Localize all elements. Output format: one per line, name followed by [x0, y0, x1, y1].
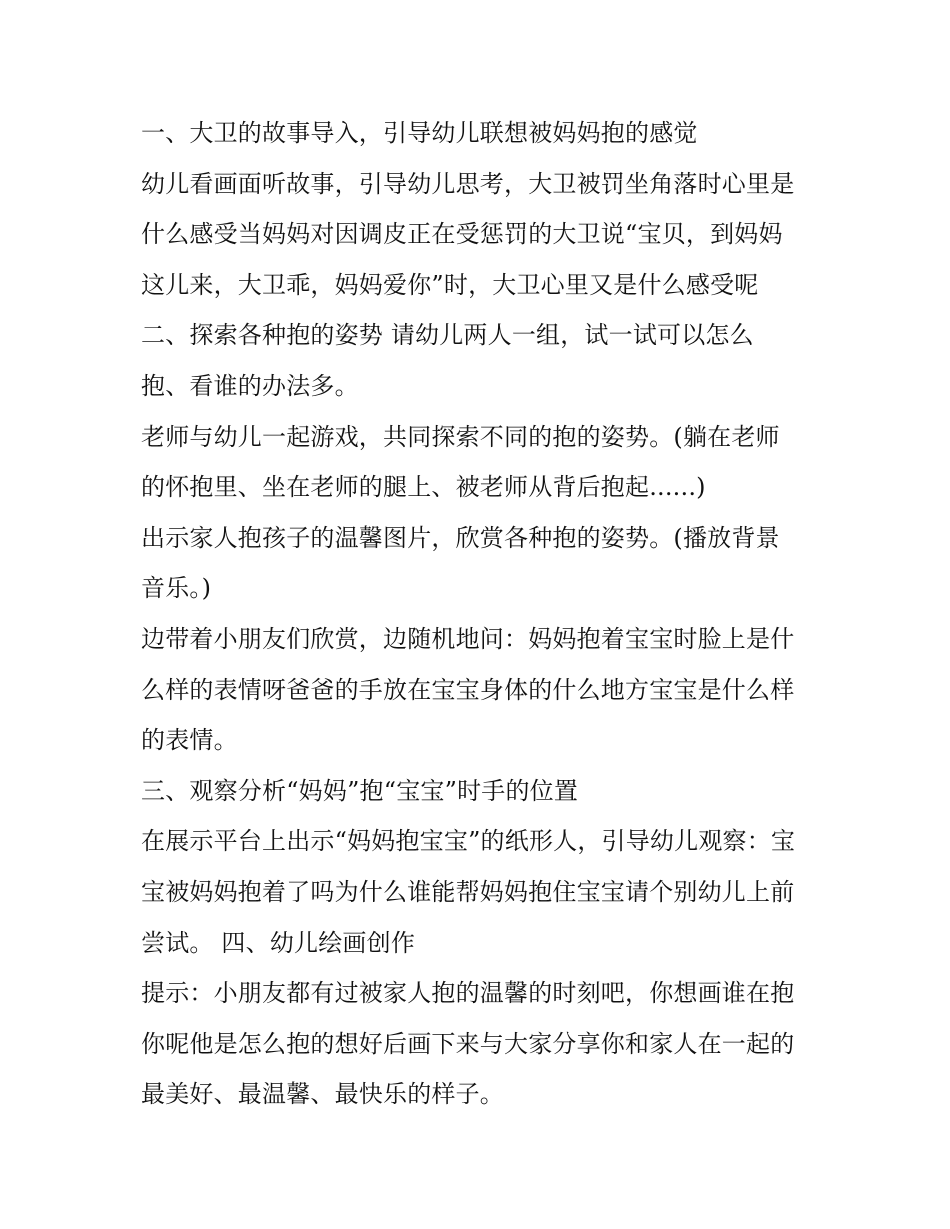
- text-line: 提示：小朋友都有过被家人抱的温馨的时刻吧，你想画谁在抱: [141, 979, 795, 1008]
- text-line: 最美好、最温馨、最快乐的样子。: [141, 1080, 504, 1109]
- text-line: 这儿来，大卫乖，妈妈爱你”时，大卫心里又是什么感受呢: [141, 270, 759, 299]
- text-line: 的怀抱里、坐在老师的腿上、被老师从背后抱起......): [141, 473, 706, 502]
- text-line: 什么感受当妈妈对因调皮正在受惩罚的大卫说“宝贝，到妈妈: [141, 220, 783, 249]
- section-heading-1: 一、大卫的故事导入，引导幼儿联想被妈妈抱的感觉: [141, 119, 698, 147]
- text-line: 在展示平台上出示“妈妈抱宝宝”的纸形人，引导幼儿观察：宝: [141, 827, 796, 856]
- text-line: 宝被妈妈抱着了吗为什么谁能帮妈妈抱住宝宝请个别幼儿上前: [141, 877, 795, 906]
- text-line: 边带着小朋友们欣赏，边随机地问：妈妈抱着宝宝时脸上是什: [141, 624, 795, 653]
- section-heading-2: 二、探索各种抱的姿势 请幼儿两人一组，试一试可以怎么: [141, 321, 754, 350]
- text-line: 的表情。: [141, 726, 238, 755]
- text-line: 尝试。 四、幼儿绘画创作: [141, 928, 416, 957]
- text-line: 抱、看谁的办法多。: [141, 371, 359, 400]
- text-line: 出示家人抱孩子的温馨图片，欣赏各种抱的姿势。(播放背景: [141, 523, 780, 552]
- text-line: 幼儿看画面听故事，引导幼儿思考，大卫被罚坐角落时心里是: [141, 169, 795, 198]
- document-body: [141, 108, 821, 1120]
- text-line: 你呢他是怎么抱的想好后画下来与大家分享你和家人在一起的: [141, 1029, 795, 1058]
- text-line: 音乐。): [141, 574, 212, 603]
- text-line: 老师与幼儿一起游戏，共同探索不同的抱的姿势。(躺在老师: [141, 422, 780, 451]
- section-heading-3: 三、观察分析“妈妈”抱“宝宝”时手的位置: [141, 776, 579, 805]
- text-line: 么样的表情呀爸爸的手放在宝宝身体的什么地方宝宝是什么样: [141, 675, 795, 704]
